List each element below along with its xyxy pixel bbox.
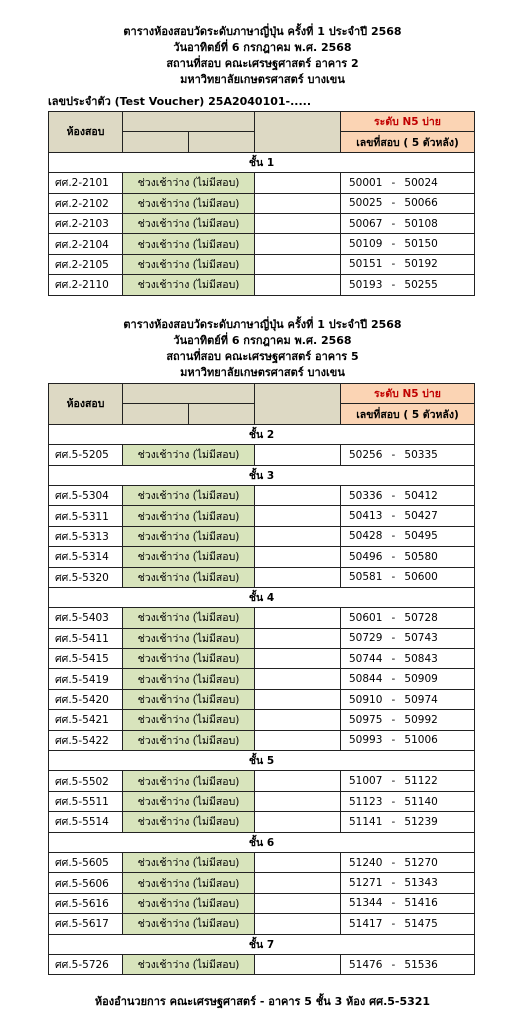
- seat-number-range: [341, 547, 475, 567]
- morning-slot-status: ช่วงเช้าว่าง (ไม่มีสอบ): [123, 526, 255, 546]
- range-separator: -: [391, 673, 396, 686]
- range-separator: -: [391, 958, 396, 971]
- range-separator: -: [391, 713, 396, 726]
- morning-slot-status: ช่วงเช้าว่าง (ไม่มีสอบ): [123, 669, 255, 689]
- range-to: 51122: [404, 775, 438, 788]
- morning-slot-status: ช่วงเช้าว่าง (ไม่มีสอบ): [123, 234, 255, 254]
- range-from: 50581: [349, 571, 383, 584]
- room-code: ศศ.5-5511: [49, 791, 123, 811]
- header-blank-cell: [123, 384, 255, 404]
- range-from: 51007: [349, 775, 383, 788]
- seat-number-range: [341, 275, 475, 295]
- room-code: ศศ.5-5403: [49, 608, 123, 628]
- range-from: 50067: [349, 217, 383, 230]
- floor-label: ชั้น 2: [49, 424, 475, 444]
- floor-label: ชั้น 1: [49, 152, 475, 172]
- morning-slot-status: ช่วงเช้าว่าง (ไม่มีสอบ): [123, 193, 255, 213]
- room-column-header: ห้องสอบ: [49, 384, 123, 425]
- blank-cell: [255, 893, 341, 913]
- room-code: ศศ.5-5616: [49, 893, 123, 913]
- floor-label: ชั้น 6: [49, 832, 475, 852]
- level-header: ระดับ N5 บ่าย: [341, 384, 475, 404]
- range-from: 50428: [349, 530, 383, 543]
- range-from: 50256: [349, 448, 383, 461]
- blank-cell: [255, 954, 341, 974]
- range-to: 50335: [404, 448, 438, 461]
- table-row: [49, 812, 475, 832]
- room-code: ศศ.5-5422: [49, 730, 123, 750]
- floor-label: ชั้น 5: [49, 751, 475, 771]
- title-line: สถานที่สอบ คณะเศรษฐศาสตร์ อาคาร 5: [166, 350, 359, 363]
- range-separator: -: [391, 176, 396, 189]
- range-separator: -: [391, 877, 396, 890]
- table-row: [49, 547, 475, 567]
- range-to: 50024: [404, 176, 438, 189]
- table-row: [49, 954, 475, 974]
- seat-number-range: [341, 771, 475, 791]
- range-to: 50412: [404, 489, 438, 502]
- room-code: ศศ.2-2103: [49, 213, 123, 233]
- morning-slot-status: ช่วงเช้าว่าง (ไม่มีสอบ): [123, 649, 255, 669]
- schedule-title-1: [0, 24, 525, 88]
- morning-slot-status: ช่วงเช้าว่าง (ไม่มีสอบ): [123, 812, 255, 832]
- table-row: [49, 730, 475, 750]
- header-row: [49, 112, 475, 132]
- table-row: [49, 567, 475, 587]
- morning-slot-status: ช่วงเช้าว่าง (ไม่มีสอบ): [123, 275, 255, 295]
- table-row: [49, 173, 475, 193]
- blank-cell: [255, 254, 341, 274]
- blank-cell: [255, 173, 341, 193]
- range-from: 50496: [349, 550, 383, 563]
- header-blank-cell: [123, 132, 189, 152]
- range-from: 50910: [349, 693, 383, 706]
- seat-number-range: [341, 873, 475, 893]
- seat-number-header: เลขที่สอบ ( 5 ตัวหลัง): [341, 132, 475, 152]
- room-code: ศศ.5-5419: [49, 669, 123, 689]
- header-blank-cell: [123, 112, 255, 132]
- table-row: [49, 791, 475, 811]
- blank-cell: [255, 771, 341, 791]
- blank-cell: [255, 669, 341, 689]
- room-code: ศศ.2-2110: [49, 275, 123, 295]
- room-code: ศศ.5-5411: [49, 628, 123, 648]
- seat-number-range: [341, 791, 475, 811]
- seat-number-range: [341, 730, 475, 750]
- range-from: 50413: [349, 510, 383, 523]
- room-code: ศศ.5-5313: [49, 526, 123, 546]
- range-separator: -: [391, 815, 396, 828]
- seat-number-range: [341, 485, 475, 505]
- morning-slot-status: ช่วงเช้าว่าง (ไม่มีสอบ): [123, 213, 255, 233]
- seat-number-range: [341, 567, 475, 587]
- seat-number-range: [341, 506, 475, 526]
- morning-slot-status: ช่วงเช้าว่าง (ไม่มีสอบ): [123, 689, 255, 709]
- table-row: [49, 628, 475, 648]
- morning-slot-status: ช่วงเช้าว่าง (ไม่มีสอบ): [123, 254, 255, 274]
- blank-cell: [255, 628, 341, 648]
- header-blank-cell: [123, 404, 189, 424]
- header-row: [49, 384, 475, 404]
- morning-slot-status: ช่วงเช้าว่าง (ไม่มีสอบ): [123, 547, 255, 567]
- range-to: 50909: [404, 673, 438, 686]
- blank-cell: [255, 526, 341, 546]
- blank-cell: [255, 445, 341, 465]
- range-to: 51239: [404, 815, 438, 828]
- range-separator: -: [391, 550, 396, 563]
- range-separator: -: [391, 448, 396, 461]
- seat-number-range: [341, 669, 475, 689]
- range-to: 51006: [404, 734, 438, 747]
- seat-number-range: [341, 193, 475, 213]
- morning-slot-status: ช่วงเช้าว่าง (ไม่มีสอบ): [123, 954, 255, 974]
- blank-cell: [255, 547, 341, 567]
- header-blank-cell: [255, 384, 341, 425]
- table-row: [49, 689, 475, 709]
- morning-slot-status: ช่วงเช้าว่าง (ไม่มีสอบ): [123, 730, 255, 750]
- blank-cell: [255, 193, 341, 213]
- morning-slot-status: ช่วงเช้าว่าง (ไม่มีสอบ): [123, 893, 255, 913]
- range-from: 50975: [349, 713, 383, 726]
- range-from: 50993: [349, 734, 383, 747]
- floor-label: ชั้น 3: [49, 465, 475, 485]
- seat-number-range: [341, 954, 475, 974]
- room-code: ศศ.5-5514: [49, 812, 123, 832]
- room-code: ศศ.2-2104: [49, 234, 123, 254]
- blank-cell: [255, 608, 341, 628]
- room-code: ศศ.5-5311: [49, 506, 123, 526]
- table-row: [49, 506, 475, 526]
- seat-number-range: [341, 526, 475, 546]
- morning-slot-status: ช่วงเช้าว่าง (ไม่มีสอบ): [123, 791, 255, 811]
- level-header: ระดับ N5 บ่าย: [341, 112, 475, 132]
- range-separator: -: [391, 632, 396, 645]
- range-from: 50001: [349, 176, 383, 189]
- range-to: 50150: [404, 238, 438, 251]
- range-separator: -: [391, 278, 396, 291]
- blank-cell: [255, 873, 341, 893]
- blank-cell: [255, 506, 341, 526]
- seat-number-header: เลขที่สอบ ( 5 ตัวหลัง): [341, 404, 475, 424]
- range-separator: -: [391, 571, 396, 584]
- range-from: 50193: [349, 278, 383, 291]
- title-line: วันอาทิตย์ที่ 6 กรกฎาคม พ.ศ. 2568: [173, 41, 352, 54]
- morning-slot-status: ช่วงเช้าว่าง (ไม่มีสอบ): [123, 506, 255, 526]
- seat-number-range: [341, 173, 475, 193]
- table-row: [49, 710, 475, 730]
- exam-room-table-building-5: [48, 383, 475, 975]
- range-separator: -: [391, 795, 396, 808]
- title-line: มหาวิทยาลัยเกษตรศาสตร์ บางเขน: [180, 366, 345, 379]
- seat-number-range: [341, 213, 475, 233]
- morning-slot-status: ช่วงเช้าว่าง (ไม่มีสอบ): [123, 852, 255, 872]
- room-code: ศศ.5-5415: [49, 649, 123, 669]
- range-to: 51475: [404, 917, 438, 930]
- blank-cell: [255, 914, 341, 934]
- blank-cell: [255, 689, 341, 709]
- range-to: 50580: [404, 550, 438, 563]
- floor-row: [49, 152, 475, 172]
- room-code: ศศ.5-5314: [49, 547, 123, 567]
- range-separator: -: [391, 734, 396, 747]
- range-separator: -: [391, 775, 396, 788]
- blank-cell: [255, 812, 341, 832]
- room-code: ศศ.5-5726: [49, 954, 123, 974]
- range-to: 50600: [404, 571, 438, 584]
- floor-row: [49, 832, 475, 852]
- table-row: [49, 213, 475, 233]
- table-row: [49, 526, 475, 546]
- header-blank-cell: [255, 112, 341, 153]
- range-separator: -: [391, 652, 396, 665]
- range-to: 50974: [404, 693, 438, 706]
- range-from: 50151: [349, 258, 383, 271]
- morning-slot-status: ช่วงเช้าว่าง (ไม่มีสอบ): [123, 771, 255, 791]
- control-room-note: ห้องอำนวยการ คณะเศรษฐศาสตร์ - อาคาร 5 ชั้น 3 ห้อง ศศ.5-5321: [94, 995, 431, 1008]
- range-separator: -: [391, 693, 396, 706]
- range-from: 51417: [349, 917, 383, 930]
- range-from: 50744: [349, 652, 383, 665]
- title-line: มหาวิทยาลัยเกษตรศาสตร์ บางเขน: [180, 73, 345, 86]
- seat-number-range: [341, 852, 475, 872]
- schedule-title-2: [0, 317, 525, 381]
- range-from: 50109: [349, 238, 383, 251]
- range-separator: -: [391, 258, 396, 271]
- table-row: [49, 914, 475, 934]
- table-row: [49, 852, 475, 872]
- range-from: 50025: [349, 197, 383, 210]
- morning-slot-status: ช่วงเช้าว่าง (ไม่มีสอบ): [123, 608, 255, 628]
- floor-row: [49, 934, 475, 954]
- range-to: 50427: [404, 510, 438, 523]
- range-from: 51476: [349, 958, 383, 971]
- blank-cell: [255, 275, 341, 295]
- room-code: ศศ.5-5617: [49, 914, 123, 934]
- room-code: ศศ.5-5320: [49, 567, 123, 587]
- range-separator: -: [391, 897, 396, 910]
- table-row: [49, 771, 475, 791]
- range-to: 50108: [404, 217, 438, 230]
- range-from: 51344: [349, 897, 383, 910]
- title-line: สถานที่สอบ คณะเศรษฐศาสตร์ อาคาร 2: [166, 57, 359, 70]
- range-from: 51240: [349, 856, 383, 869]
- table-row: [49, 893, 475, 913]
- table-row: [49, 649, 475, 669]
- seat-number-range: [341, 689, 475, 709]
- range-to: 50255: [404, 278, 438, 291]
- room-code: ศศ.2-2101: [49, 173, 123, 193]
- seat-number-range: [341, 812, 475, 832]
- room-code: ศศ.5-5502: [49, 771, 123, 791]
- range-from: 51141: [349, 815, 383, 828]
- blank-cell: [255, 710, 341, 730]
- floor-label: ชั้น 4: [49, 587, 475, 607]
- range-separator: -: [391, 611, 396, 624]
- room-column-header: ห้องสอบ: [49, 112, 123, 153]
- title-line: ตารางห้องสอบวัดระดับภาษาญี่ปุ่น ครั้งที่ 1 ประจำปี 2568: [123, 25, 402, 38]
- exam-room-table-building-2: [48, 111, 475, 296]
- table-row: [49, 193, 475, 213]
- room-code: ศศ.2-2102: [49, 193, 123, 213]
- range-to: 50843: [404, 652, 438, 665]
- range-from: 50729: [349, 632, 383, 645]
- table-row: [49, 234, 475, 254]
- table-row: [49, 275, 475, 295]
- floor-label: ชั้น 7: [49, 934, 475, 954]
- range-separator: -: [391, 917, 396, 930]
- seat-number-range: [341, 914, 475, 934]
- morning-slot-status: ช่วงเช้าว่าง (ไม่มีสอบ): [123, 485, 255, 505]
- morning-slot-status: ช่วงเช้าว่าง (ไม่มีสอบ): [123, 628, 255, 648]
- seat-number-range: [341, 649, 475, 669]
- title-line: วันอาทิตย์ที่ 6 กรกฎาคม พ.ศ. 2568: [173, 334, 352, 347]
- table-row: [49, 608, 475, 628]
- title-line: ตารางห้องสอบวัดระดับภาษาญี่ปุ่น ครั้งที่ 1 ประจำปี 2568: [123, 318, 402, 331]
- table-row: [49, 485, 475, 505]
- table-row: [49, 254, 475, 274]
- blank-cell: [255, 852, 341, 872]
- blank-cell: [255, 791, 341, 811]
- seat-number-range: [341, 254, 475, 274]
- range-from: 51271: [349, 877, 383, 890]
- room-code: ศศ.5-5420: [49, 689, 123, 709]
- table-row: [49, 669, 475, 689]
- table-row: [49, 445, 475, 465]
- room-code: ศศ.5-5421: [49, 710, 123, 730]
- range-to: 51343: [404, 877, 438, 890]
- floor-row: [49, 424, 475, 444]
- blank-cell: [255, 567, 341, 587]
- seat-number-range: [341, 628, 475, 648]
- range-separator: -: [391, 489, 396, 502]
- range-from: 50844: [349, 673, 383, 686]
- blank-cell: [255, 485, 341, 505]
- range-separator: -: [391, 510, 396, 523]
- header-blank-cell: [189, 132, 255, 152]
- room-code: ศศ.5-5205: [49, 445, 123, 465]
- range-from: 50601: [349, 611, 383, 624]
- morning-slot-status: ช่วงเช้าว่าง (ไม่มีสอบ): [123, 567, 255, 587]
- morning-slot-status: ช่วงเช้าว่าง (ไม่มีสอบ): [123, 173, 255, 193]
- morning-slot-status: ช่วงเช้าว่าง (ไม่มีสอบ): [123, 914, 255, 934]
- room-code: ศศ.5-5304: [49, 485, 123, 505]
- range-to: 50192: [404, 258, 438, 271]
- morning-slot-status: ช่วงเช้าว่าง (ไม่มีสอบ): [123, 873, 255, 893]
- room-code: ศศ.2-2105: [49, 254, 123, 274]
- range-from: 51123: [349, 795, 383, 808]
- range-to: 50066: [404, 197, 438, 210]
- range-to: 50728: [404, 611, 438, 624]
- range-to: 51140: [404, 795, 438, 808]
- range-from: 50336: [349, 489, 383, 502]
- seat-number-range: [341, 710, 475, 730]
- range-separator: -: [391, 238, 396, 251]
- test-voucher-label: เลขประจำตัว (Test Voucher) 25A2040101-.....: [48, 95, 312, 108]
- range-separator: -: [391, 856, 396, 869]
- range-to: 51270: [404, 856, 438, 869]
- range-separator: -: [391, 197, 396, 210]
- seat-number-range: [341, 445, 475, 465]
- floor-row: [49, 465, 475, 485]
- blank-cell: [255, 234, 341, 254]
- range-separator: -: [391, 530, 396, 543]
- table-body: [49, 112, 475, 296]
- range-to: 50992: [404, 713, 438, 726]
- range-to: 51536: [404, 958, 438, 971]
- range-to: 51416: [404, 897, 438, 910]
- blank-cell: [255, 730, 341, 750]
- floor-row: [49, 587, 475, 607]
- seat-number-range: [341, 234, 475, 254]
- seat-number-range: [341, 608, 475, 628]
- room-code: ศศ.5-5606: [49, 873, 123, 893]
- range-separator: -: [391, 217, 396, 230]
- morning-slot-status: ช่วงเช้าว่าง (ไม่มีสอบ): [123, 445, 255, 465]
- blank-cell: [255, 213, 341, 233]
- range-to: 50743: [404, 632, 438, 645]
- table-row: [49, 873, 475, 893]
- morning-slot-status: ช่วงเช้าว่าง (ไม่มีสอบ): [123, 710, 255, 730]
- room-code: ศศ.5-5605: [49, 852, 123, 872]
- header-blank-cell: [189, 404, 255, 424]
- seat-number-range: [341, 893, 475, 913]
- floor-row: [49, 751, 475, 771]
- table-body: [49, 384, 475, 975]
- range-to: 50495: [404, 530, 438, 543]
- blank-cell: [255, 649, 341, 669]
